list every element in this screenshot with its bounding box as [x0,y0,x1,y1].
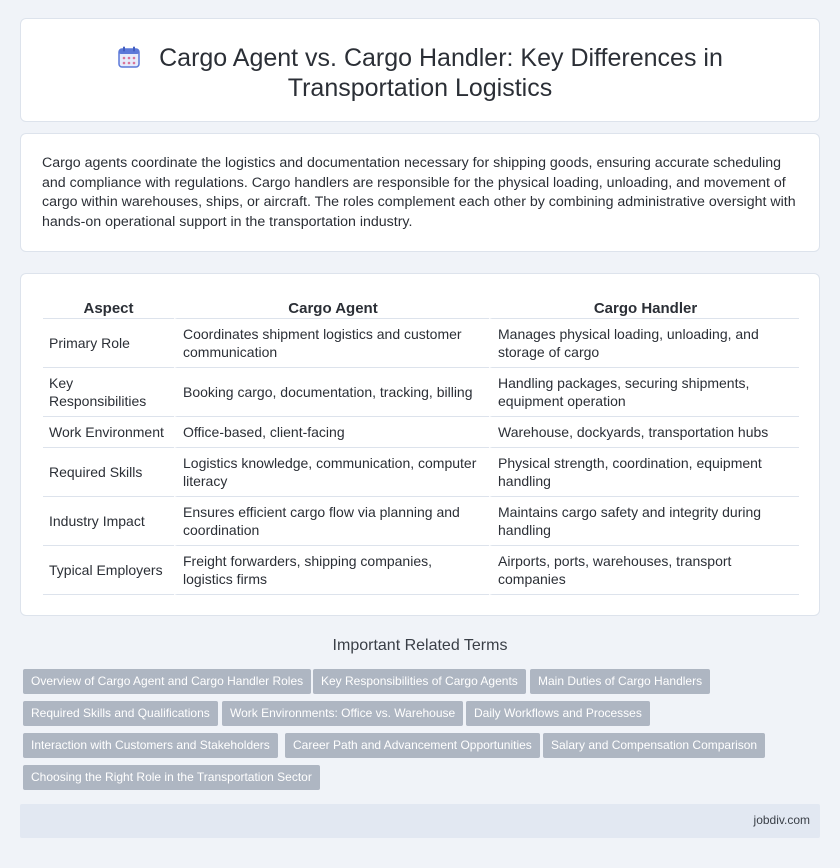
table-row [43,319,799,368]
related-tag[interactable]: Interaction with Customers and Stakeholders [23,733,278,758]
related-tag[interactable]: Choosing the Right Role in the Transportation Sector [23,765,320,790]
related-tag[interactable]: Salary and Compensation Comparison [543,733,765,758]
comparison-card [20,273,820,616]
row-cargo-handler: Physical strength, coordination, equipment handling [489,448,799,497]
related-tag[interactable]: Work Environments: Office vs. Warehouse [222,701,463,726]
intro-paragraph: Cargo agents coordinate the logistics and documentation necessary for shipping goods, ensuring accurate scheduling and compliance with regulations. Cargo handlers are responsible for the physical loading, unloading, and movement of cargo within warehouses, ships, or aircraft. The roles complement each other by combining administrative oversight with hands-on operational support in the transportation industry. [42,155,796,230]
row-cargo-handler: Handling packages, securing shipments, equipment operation [489,368,799,417]
row-aspect: Typical Employers [43,546,174,595]
header-aspect: Aspect [43,296,174,319]
header-cargo-handler: Cargo Handler [489,296,799,319]
table-row [43,417,799,448]
header-card [20,18,820,122]
row-cargo-agent: Logistics knowledge, communication, computer literacy [174,448,489,497]
row-aspect: Industry Impact [43,497,174,546]
table-row [43,368,799,417]
row-cargo-handler: Manages physical loading, unloading, and storage of cargo [489,319,799,368]
row-cargo-agent: Booking cargo, documentation, tracking, billing [174,368,489,417]
row-cargo-agent: Ensures efficient cargo flow via planning and coordination [174,497,489,546]
row-aspect: Work Environment [43,417,174,448]
intro-card [20,133,820,252]
row-cargo-agent: Freight forwarders, shipping companies, logistics firms [174,546,489,595]
header-cargo-agent: Cargo Agent [174,296,489,319]
table-row [43,448,799,497]
row-aspect: Primary Role [43,319,174,368]
table-header-row [43,296,799,319]
footer [20,804,820,838]
calendar-icon [117,45,141,69]
related-terms-title: Important Related Terms [332,637,508,654]
row-aspect: Required Skills [43,448,174,497]
table-row [43,497,799,546]
footer-site-link[interactable]: jobdiv.com [753,813,810,827]
row-aspect: Key Responsibilities [43,368,174,417]
related-tag[interactable]: Daily Workflows and Processes [466,701,650,726]
comparison-table [43,296,799,595]
row-cargo-handler: Maintains cargo safety and integrity during handling [489,497,799,546]
related-tag[interactable]: Main Duties of Cargo Handlers [530,669,710,694]
row-cargo-handler: Airports, ports, warehouses, transport companies [489,546,799,595]
related-tag[interactable]: Career Path and Advancement Opportunities [285,733,540,758]
related-tag[interactable]: Required Skills and Qualifications [23,701,218,726]
related-tag[interactable]: Key Responsibilities of Cargo Agents [313,669,526,694]
page-title-wrap [41,43,799,103]
related-tag[interactable]: Overview of Cargo Agent and Cargo Handler Roles [23,669,311,694]
row-cargo-handler: Warehouse, dockyards, transportation hubs [489,417,799,448]
page-title: Cargo Agent vs. Cargo Handler: Key Differences in Transportation Logistics [159,44,723,102]
row-cargo-agent: Coordinates shipment logistics and customer communication [174,319,489,368]
table-row [43,546,799,595]
row-cargo-agent: Office-based, client-facing [174,417,489,448]
